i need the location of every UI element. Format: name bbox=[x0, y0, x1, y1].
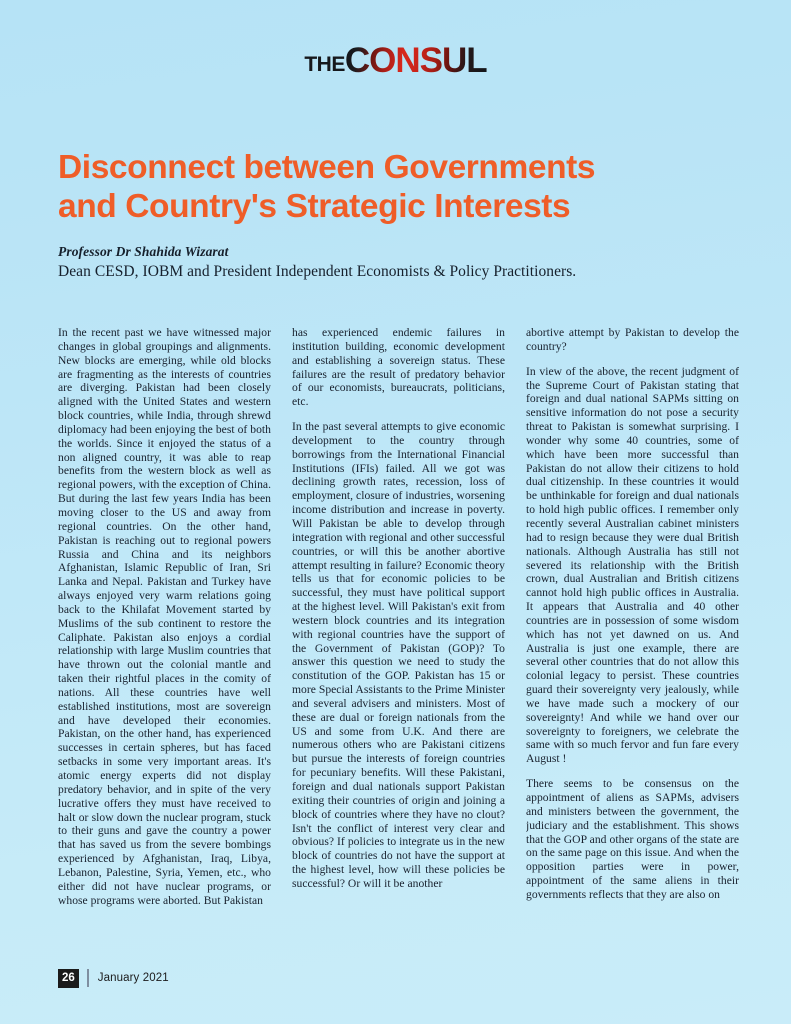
paragraph: There seems to be consensus on the appointment of aliens as SAPMs, advisers and ministers between the government, the judiciary and the establishment. This shows that the GOP and other organs of the state are on the same page on this issue. And when the opposition parties were in power, appointment of the same aliens in their governments reflects that they are also on bbox=[526, 777, 739, 901]
author-name: Professor Dr Shahida Wizarat bbox=[58, 244, 229, 259]
article-headline bbox=[58, 148, 748, 226]
masthead-name: CONSUL bbox=[344, 41, 487, 80]
issue-date: January 2021 bbox=[97, 972, 169, 984]
paragraph: has experienced endemic failures in institution building, economic development and establishing a sovereign status. These failures are the result of predatory behavior of our economists, bureaucrats, politicians, etc. bbox=[292, 326, 505, 409]
headline-line-2: and Country's Strategic Interests bbox=[58, 188, 571, 226]
article-body bbox=[58, 326, 740, 944]
paragraph: In view of the above, the recent judgment of the Supreme Court of Pakistan stating that foreign and dual national SAPMs sitting on sensitive information do not pose a security threat to Pakistan is somewhat surprising. I wonder why some 40 countries, some of which have been more successful than Pakistan do not allow their citizens to hold dual citizenship. In these countries it would be unthinkable for foreign and dual nationals to hold high public offices. I remember only recently several Australian cabinet ministers had to resign because they were dual British nationals. Although Australia has still not severed its relationship with the British crown, dual Australian and British citizens cannot hold high public offices in Australia. It appears that Australia and 40 other countries are in possession of some wisdom which has not yet dawned on us. And Australia is just one example, there are several other countries that do not allow this colonial legacy to persist. These countries guard their sovereignty very jealously, while we have made such a mockery of our sovereignty! And while we hand over our sovereignty to foreigners, we celebrate the same with so much fervor and fun fare every August ! bbox=[526, 364, 739, 766]
page-number-badge: 26 bbox=[58, 969, 79, 988]
body-column-1 bbox=[58, 326, 271, 944]
paragraph: In the recent past we have witnessed major changes in global groupings and alignments. New blocks are emerging, while old blocks are fragmenting as the interests of countries are diverging. Pakistan had been closely aligned with the United States and western block countries, while India, through shrewd diplomacy had been enjoying the best of both the worlds. Since it enjoyed the status of a non aligned country, it was able to reap benefits from the western block as well as regional powers, with the exception of China. But during the last few years India has been moving closer to the US and away from regional countries. On the other hand, Pakistan is reaching out to regional powers Russia and China and its neighbors Afghanistan, Islamic Republic of Iran, Sri Lanka and Nepal. Pakistan and Turkey have always enjoyed very warm relations going back to the Khilafat Movement started by Muslims of the sub continent to restore the Caliphate. Pakistan also enjoys a cordial relationship with large Muslim countries that have thrown out the colonial mantle and taken their rightful places in the comity of nations. All these countries have well established institutions, most are sovereign and have developed their economies. Pakistan, on the other hand, has experienced successes in certain spheres, but has faced setbacks in some very important areas. It's atomic energy experts did not display predatory behavior, and in spite of the very lucrative offers they must have received to halt or slow down the nuclear program, stuck to their guns and gave the country a power that has saved us from the severe bombings experienced by Afghanistan, Iraq, Libya, Lebanon, Palestine, Syria, Yemen, etc., who either did not have nuclear programs, or whose programs were aborted. But Pakistan bbox=[58, 326, 271, 907]
masthead-prefix: THE bbox=[304, 53, 345, 76]
body-column-3 bbox=[526, 326, 739, 944]
paragraph: abortive attempt by Pakistan to develop the country? bbox=[526, 326, 739, 353]
page-footer bbox=[58, 968, 169, 988]
footer-divider bbox=[87, 969, 89, 987]
author-affiliation: Dean CESD, IOBM and President Independent Economists & Policy Practitioners. bbox=[58, 263, 577, 280]
masthead-logo bbox=[0, 40, 791, 82]
body-column-2 bbox=[292, 326, 505, 944]
paragraph: In the past several attempts to give economic development to the country through borrowings from the International Financial Institutions (IFIs) failed. All we got was declining growth rates, recession, loss of employment, closure of industries, worsening income distribution and increase in poverty. Will Pakistan be able to develop through integration with regional and other successful countries, or will this be another abortive attempt resulting in failure? Economic theory tells us that for economic policies to be successful, they must have political support at the highest level. Will Pakistan's exit from western block countries and its integration with regional countries have the support of the Government of Pakistan (GOP)? To answer this question we need to study the constitution of the GOP. Pakistan has 15 or more Special Assistants to the Prime Minister and several advisers and ministers. Most of these are dual or foreign nationals from the US and some from U.K. And there are numerous others who are Pakistani citizens but pursue the interests of foreign countries for pecuniary benefits. Will these Pakistani, foreign and dual nationals support Pakistan exiting their countries of origin and joining a block of countries where they have no clout? Isn't the conflict of interest very clear and obvious? If policies to integrate us in the new block of countries do not have the support at the highest level, how will these policies be successful? Or will it be another bbox=[292, 420, 505, 890]
headline-line-1: Disconnect between Governments bbox=[58, 149, 596, 187]
article-byline bbox=[58, 243, 748, 282]
